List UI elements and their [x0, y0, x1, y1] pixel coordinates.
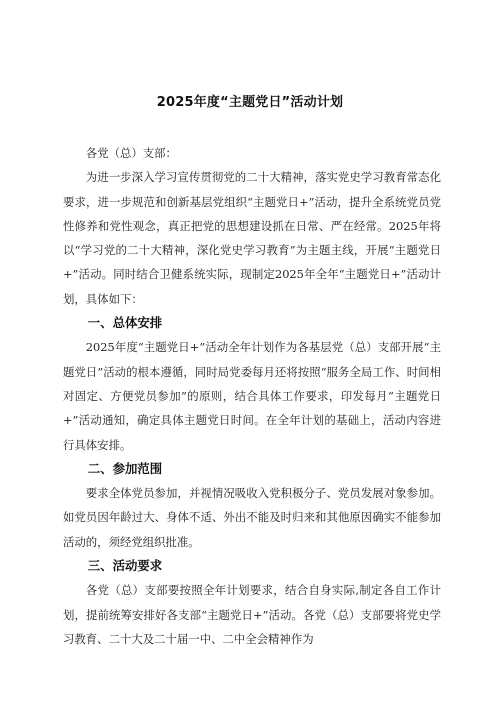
section-paragraph-activity-requirements: 各党（总）支部要按照全年计划要求，结合自身实际,制定各自工作计划，提前统筹安排好各支部“主题党日+”活动。各党（总）支部要将党史学习教育、二十大及二十届一中、二中全会精神作为 [63, 583, 441, 646]
section-heading-participation-scope: 二、参加范围 [87, 460, 163, 476]
section-paragraph-overall-arrangement: 2025年度“主题党日+”活动全年计划作为各基层党（总）支部开展“主题党日”活动的根本遵循，同时局党委每月还将按照“服务全局工作、时间相对固定、方便党员参加”的原则，结合具体工作要求，印发每月“主题党日+”活动通知，确定具体主题党日时间。在全年计划的基础上，活动内容进行具体安排。 [63, 340, 441, 452]
document-title: 2025年度“主题党日”活动计划 [156, 95, 344, 110]
section-paragraph-participation-scope: 要求全体党员参加，并视情况吸收入党积极分子、党员发展对象参加。如党员因年龄过大、身体不适、外出不能及时归来和其他原因确实不能参加活动的，须经党组织批准。 [63, 486, 441, 549]
section-heading-activity-requirements: 三、活动要求 [87, 558, 163, 574]
document-body [63, 141, 441, 651]
salutation: 各党（总）支部： [85, 146, 177, 160]
intro-paragraph: 为进一步深入学习宣传贯彻党的二十大精神，落实党史学习教育常态化要求，进一步规范和创新基层党组织“主题党日+”活动，提升全系统党员党性修养和党性观念，真正把党的思想建设抓在日常、严在经常。2025年将以“学习党的二十大精神，深化党史学习教育”为主题主线，开展“主题党日+”活动。同时结合卫健系统实际，现制定2025年全年“主题党日+”活动计划，具体如下： [63, 170, 441, 306]
section-heading-overall-arrangement: 一、总体安排 [87, 315, 163, 331]
